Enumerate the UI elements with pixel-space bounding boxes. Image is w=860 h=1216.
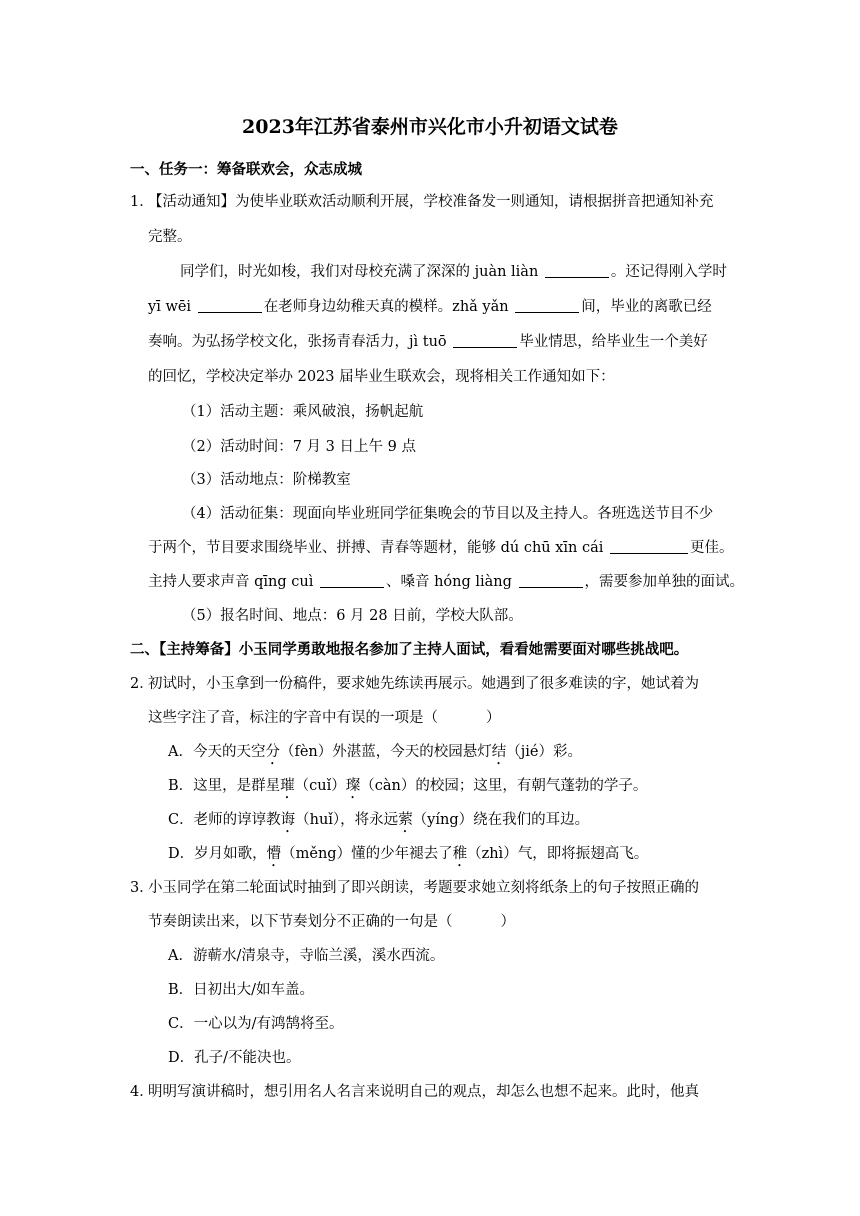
dotted-char: 结 xyxy=(491,744,507,760)
q2-stem-a: 初试时，小玉拿到一份稿件，要求她先练读再展示。她遇到了很多难读的字，她试着为 xyxy=(148,676,699,692)
option-text: （huǐ），将永远 xyxy=(295,812,399,828)
q2-option-b[interactable] xyxy=(168,774,647,802)
q3-stem-b: 节奏朗读出来，以下节奏划分不正确的一句是（ xyxy=(148,914,453,930)
answer-blank-qingcui[interactable] xyxy=(320,573,384,588)
q4-stem-a: 明明写演讲稿时，想引用名人名言来说明自己的观点，却怎么也想不起来。此时，他真 xyxy=(148,1084,699,1100)
q3-stem-line2 xyxy=(148,910,515,931)
answer-blank-hongliang[interactable] xyxy=(519,573,583,588)
option-text: C．老师的谆谆教 xyxy=(168,812,281,828)
q2-stem-line1 xyxy=(130,672,699,693)
option-text: A．今天的天空 xyxy=(168,744,266,760)
q2-stem-c: ） xyxy=(486,710,501,726)
q2-stem-b: 这些字注了音，标注的字音中有误的一项是（ xyxy=(148,710,438,726)
answer-blank-zhayan[interactable] xyxy=(515,298,579,313)
q1-item-1: （1）活动主题：乘风破浪，扬帆起航 xyxy=(182,404,424,420)
q1-intro-b: 完整。 xyxy=(148,229,192,245)
dotted-char: 分 xyxy=(265,744,280,760)
q1-p2-c: 间，毕业的离歌已经 xyxy=(581,299,712,315)
q3-number: 3． xyxy=(130,880,154,896)
dotted-char: 稚 xyxy=(452,846,468,862)
q1-para-line1 xyxy=(180,260,727,281)
q2-option-a[interactable] xyxy=(168,740,582,768)
answer-blank-jituo[interactable] xyxy=(453,333,517,348)
q3-option-b[interactable]: B．日初出大/如车盖。 xyxy=(168,982,315,998)
q2-stem-line2 xyxy=(148,706,501,727)
option-text: D．岁月如歌， xyxy=(168,846,267,862)
page-title: 2023年江苏省泰州市兴化市小升初语文试卷 xyxy=(242,116,618,138)
option-text: （cuǐ） xyxy=(294,778,346,794)
option-text: （měng）懂的少年褪去了 xyxy=(281,846,453,862)
q1-number: 1． xyxy=(130,194,154,210)
dotted-char: 萦 xyxy=(398,812,413,828)
q1-p3-a: 奏响。为弘扬学校文化，张扬青春活力，jì tuō xyxy=(148,334,447,350)
q3-option-c[interactable]: C．一心以为/有鸿鹄将至。 xyxy=(168,1016,344,1032)
q2-number: 2． xyxy=(130,676,154,692)
q1-p1-b: 。还记得刚入学时 xyxy=(610,264,727,280)
q1-item-2: （2）活动时间：7 月 3 日上午 9 点 xyxy=(182,439,416,455)
option-text: （fèn）外湛蓝，今天的校园悬灯 xyxy=(279,744,492,760)
q1-item-4e: 、嗓音 hóng liàng xyxy=(385,574,512,590)
q3-option-d[interactable]: D．孔子/不能决也。 xyxy=(168,1050,301,1066)
dotted-char: 璨 xyxy=(345,778,361,794)
q4-stem-line1 xyxy=(130,1080,699,1101)
q1-item-5: （5）报名时间、地点：6 月 28 日前，学校大队部。 xyxy=(182,608,523,624)
answer-blank-duchuxincai[interactable] xyxy=(610,539,688,554)
q1-para-line3 xyxy=(148,330,708,351)
q1-item-4-line2 xyxy=(148,536,734,557)
q1-p1-a: 同学们，时光如梭，我们对母校充满了深深的 juàn liàn xyxy=(180,264,539,280)
q3-option-a[interactable]: A．游蕲水/清泉寺，寺临兰溪，溪水西流。 xyxy=(168,948,445,964)
q3-stem-c: ） xyxy=(500,914,515,930)
q1-item-4f: ，需要参加单独的面试。 xyxy=(584,574,745,590)
answer-blank-juanlian[interactable] xyxy=(545,263,609,278)
dotted-char: 诲 xyxy=(280,812,296,828)
option-text: （yíng）绕在我们的耳边。 xyxy=(412,812,590,828)
q1-intro-line1 xyxy=(130,190,714,211)
q1-intro-a: 【活动通知】为使毕业联欢活动顺利开展，学校准备发一则通知，请根据拼音把通知补充 xyxy=(148,194,714,210)
q1-item-4a: （4）活动征集：现面向毕业班同学征集晚会的节目以及主持人。各班选送节目不少 xyxy=(182,506,714,522)
q1-para-line4: 的回忆，学校决定举办 2023 届毕业生联欢会，现将相关工作通知如下： xyxy=(148,369,615,385)
dotted-char: 璀 xyxy=(280,778,295,794)
option-text: （jié）彩。 xyxy=(506,744,582,760)
option-text: （càn）的校园；这里，有朝气蓬勃的学子。 xyxy=(360,778,648,794)
q1-item-4d: 主持人要求声音 qīng cuì xyxy=(148,574,314,590)
option-text: （zhì）气，即将振翅高飞。 xyxy=(467,846,649,862)
q1-p2-b: 在老师身边幼稚天真的模样。zhǎ yǎn xyxy=(263,299,509,315)
q2-option-d[interactable] xyxy=(168,842,648,870)
q1-para-line2 xyxy=(148,295,712,316)
q1-item-4c: 更佳。 xyxy=(690,540,734,556)
q4-number: 4． xyxy=(130,1084,154,1100)
q3-stem-a: 小玉同学在第二轮面试时抽到了即兴朗读，考题要求她立刻将纸条上的句子按照正确的 xyxy=(148,880,699,896)
q2-option-c[interactable] xyxy=(168,808,589,836)
option-text: B．这里，是群星 xyxy=(168,778,281,794)
dotted-char: 懵 xyxy=(266,846,282,862)
q1-p2-a: yī wēi xyxy=(148,299,192,315)
section-1-heading: 一、任务一：筹备联欢会，众志成城 xyxy=(130,161,362,178)
answer-blank-yiwei[interactable] xyxy=(198,298,262,313)
q3-stem-line1 xyxy=(130,876,699,897)
q1-item-4-line3 xyxy=(148,570,744,591)
q1-item-3: （3）活动地点：阶梯教室 xyxy=(182,472,351,488)
q1-p3-b: 毕业情思，给毕业生一个美好 xyxy=(519,334,708,350)
q1-item-4b: 于两个，节目要求围绕毕业、拼搏、青春等题材，能够 dú chū xīn cái xyxy=(148,540,604,556)
section-2-heading: 二、【主持筹备】小玉同学勇敢地报名参加了主持人面试，看看她需要面对哪些挑战吧。 xyxy=(130,641,689,658)
